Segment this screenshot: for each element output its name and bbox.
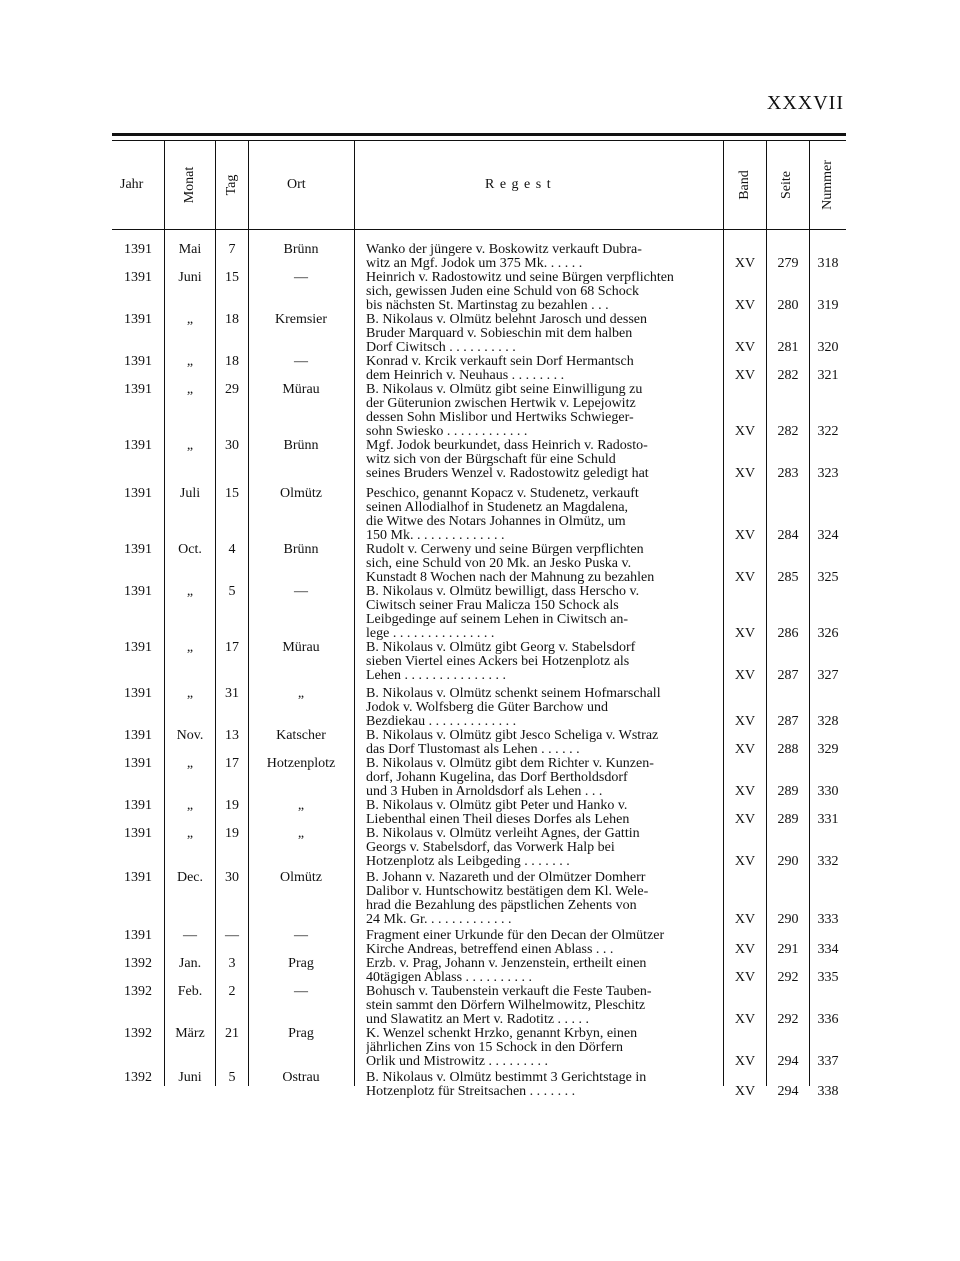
cell-tag: 29 bbox=[225, 382, 239, 397]
cell-tag: 19 bbox=[225, 798, 239, 813]
cell-tag: 15 bbox=[225, 270, 239, 285]
cell-monat: „ bbox=[186, 826, 194, 841]
cell-ort: Katscher bbox=[276, 728, 326, 743]
cell-regest bbox=[366, 1027, 718, 1069]
header-jahr: Jahr bbox=[120, 177, 144, 192]
cell-seite: 280 bbox=[777, 298, 799, 313]
cell-monat: Jan. bbox=[178, 956, 202, 971]
cell-jahr: 1391 bbox=[124, 312, 152, 327]
cell-jahr: 1392 bbox=[124, 1026, 152, 1041]
cell-band: XV bbox=[734, 854, 756, 869]
regest-line: B. Nikolaus v. Olmütz gibt Georg v. Stabelsdorf bbox=[366, 641, 636, 655]
cell-monat: „ bbox=[186, 686, 194, 701]
regest-line: seines Bruders Wenzel v. Radostowitz geledigt hat bbox=[366, 467, 649, 481]
regest-line: bis nächsten St. Martinstag zu bezahlen . . . bbox=[366, 299, 609, 313]
regest-line: sieben Viertel eines Ackers bei Hotzenplotz als bbox=[366, 655, 630, 669]
cell-band: XV bbox=[734, 1084, 756, 1099]
cell-band: XV bbox=[734, 528, 756, 543]
cell-regest bbox=[366, 585, 718, 641]
cell-tag: 18 bbox=[225, 312, 239, 327]
regest-line: B. Nikolaus v. Olmütz bestimmt 3 Gerichtstage in bbox=[366, 1071, 647, 1085]
cell-tag: 30 bbox=[225, 870, 239, 885]
cell-nummer: 323 bbox=[817, 466, 839, 481]
cell-ort: Brünn bbox=[283, 242, 319, 257]
cell-tag: 5 bbox=[228, 584, 236, 599]
cell-jahr: 1391 bbox=[124, 438, 152, 453]
cell-band: XV bbox=[734, 368, 756, 383]
cell-band: XV bbox=[734, 626, 756, 641]
regest-line: sich, gewissen Juden eine Schuld von 68 Schock bbox=[366, 285, 639, 299]
cell-seite: 294 bbox=[777, 1084, 799, 1099]
cell-tag: 17 bbox=[225, 756, 239, 771]
cell-tag: 21 bbox=[225, 1026, 239, 1041]
cell-seite: 279 bbox=[777, 256, 799, 271]
regest-line: Bohusch v. Taubenstein verkauft die Feste Tauben- bbox=[366, 985, 652, 999]
cell-band: XV bbox=[734, 742, 756, 757]
cell-band: XV bbox=[734, 970, 756, 985]
cell-ort: — bbox=[294, 354, 308, 369]
regest-line: und 3 Huben in Arnoldsdorf als Lehen . . . bbox=[366, 785, 603, 799]
cell-regest bbox=[366, 687, 718, 729]
cell-ort: Olmütz bbox=[280, 486, 322, 501]
regest-line: Bruder Marquard v. Sobieschin mit dem halben bbox=[366, 327, 633, 341]
cell-regest bbox=[366, 929, 718, 957]
cell-regest bbox=[366, 729, 718, 757]
regest-line: Kirche Andreas, betreffend einen Ablass . . . bbox=[366, 943, 614, 957]
cell-tag: 30 bbox=[225, 438, 239, 453]
cell-monat: Juli bbox=[179, 486, 201, 501]
regest-line: Konrad v. Krcik verkauft sein Dorf Hermantsch bbox=[366, 355, 634, 369]
cell-band: XV bbox=[734, 912, 756, 927]
cell-band: XV bbox=[734, 256, 756, 271]
cell-nummer: 327 bbox=[817, 668, 839, 683]
header-seite: Seite bbox=[779, 171, 794, 199]
cell-ort: Mürau bbox=[282, 382, 320, 397]
header-nummer: Nummer bbox=[820, 160, 835, 210]
cell-monat: Juni bbox=[178, 1070, 202, 1085]
regest-line: K. Wenzel schenkt Hrzko, genannt Krbyn, einen bbox=[366, 1027, 638, 1041]
cell-seite: 290 bbox=[777, 854, 799, 869]
regest-line: der Güterunion zwischen Hertwik v. Lepejowitz bbox=[366, 397, 636, 411]
cell-monat: Dec. bbox=[176, 870, 204, 885]
cell-jahr: 1391 bbox=[124, 640, 152, 655]
cell-jahr: 1392 bbox=[124, 984, 152, 999]
header-ort: Ort bbox=[287, 177, 306, 192]
cell-ort: „ bbox=[297, 686, 305, 701]
cell-seite: 281 bbox=[777, 340, 799, 355]
cell-tag: 19 bbox=[225, 826, 239, 841]
header-rule bbox=[112, 229, 846, 230]
cell-regest bbox=[366, 243, 718, 271]
cell-regest bbox=[366, 799, 718, 827]
cell-band: XV bbox=[734, 942, 756, 957]
cell-seite: 294 bbox=[777, 1054, 799, 1069]
cell-nummer: 324 bbox=[817, 528, 839, 543]
cell-seite: 290 bbox=[777, 912, 799, 927]
cell-jahr: 1391 bbox=[124, 584, 152, 599]
cell-monat: Mai bbox=[178, 242, 202, 257]
cell-nummer: 326 bbox=[817, 626, 839, 641]
regest-line: sohn Swiesko . . . . . . . . . . . . bbox=[366, 425, 528, 439]
cell-monat: „ bbox=[186, 354, 194, 369]
cell-tag: 13 bbox=[225, 728, 239, 743]
cell-nummer: 328 bbox=[817, 714, 839, 729]
cell-band: XV bbox=[734, 812, 756, 827]
cell-band: XV bbox=[734, 570, 756, 585]
regest-line: Bezdiekau . . . . . . . . . . . . . bbox=[366, 715, 517, 729]
regest-line: Rudolt v. Cerweny und seine Bürgen verpflichten bbox=[366, 543, 644, 557]
header-regest: R e g e s t bbox=[485, 177, 552, 192]
cell-nummer: 337 bbox=[817, 1054, 839, 1069]
cell-ort: Brünn bbox=[283, 542, 319, 557]
cell-seite: 287 bbox=[777, 714, 799, 729]
regest-line: B. Nikolaus v. Olmütz gibt dem Richter v. Kunzen- bbox=[366, 757, 654, 771]
regest-line: B. Nikolaus v. Olmütz gibt seine Einwilligung zu bbox=[366, 383, 643, 397]
regest-line: Mgf. Jodok beurkundet, dass Heinrich v. Radosto- bbox=[366, 439, 648, 453]
cell-monat: „ bbox=[186, 640, 194, 655]
regest-line: Fragment einer Urkunde für den Decan der Olmützer bbox=[366, 929, 665, 943]
cell-monat: „ bbox=[186, 798, 194, 813]
regest-line: Orlik und Mistrowitz . . . . . . . . . bbox=[366, 1055, 548, 1069]
cell-nummer: 319 bbox=[817, 298, 839, 313]
column-divider bbox=[354, 141, 355, 1086]
cell-regest bbox=[366, 487, 718, 543]
regest-line: hrad die Bezahlung des päpstlichen Zehents von bbox=[366, 899, 637, 913]
cell-tag: 17 bbox=[225, 640, 239, 655]
regest-line: 150 Mk. . . . . . . . . . . . . . bbox=[366, 529, 505, 543]
cell-jahr: 1391 bbox=[124, 242, 152, 257]
cell-seite: 292 bbox=[777, 1012, 799, 1027]
regest-line: Erzb. v. Prag, Johann v. Jenzenstein, ertheilt einen bbox=[366, 957, 647, 971]
cell-regest bbox=[366, 641, 718, 683]
cell-nummer: 333 bbox=[817, 912, 839, 927]
cell-seite: 292 bbox=[777, 970, 799, 985]
cell-ort: Olmütz bbox=[280, 870, 322, 885]
cell-regest bbox=[366, 355, 718, 383]
cell-seite: 286 bbox=[777, 626, 799, 641]
cell-monat: Feb. bbox=[177, 984, 203, 999]
cell-regest bbox=[366, 313, 718, 355]
regest-line: Heinrich v. Radostowitz und seine Bürgen verpflichten bbox=[366, 271, 674, 285]
cell-seite: 289 bbox=[777, 784, 799, 799]
cell-seite: 289 bbox=[777, 812, 799, 827]
cell-monat: „ bbox=[186, 312, 194, 327]
cell-ort: „ bbox=[297, 798, 305, 813]
cell-nummer: 322 bbox=[817, 424, 839, 439]
cell-nummer: 325 bbox=[817, 570, 839, 585]
regest-line: Hotzenplotz für Streitsachen . . . . . . . bbox=[366, 1085, 576, 1099]
regest-line: Peschico, genannt Kopacz v. Studenetz, verkauft bbox=[366, 487, 639, 501]
cell-jahr: 1391 bbox=[124, 756, 152, 771]
cell-nummer: 330 bbox=[817, 784, 839, 799]
cell-monat: „ bbox=[186, 382, 194, 397]
cell-band: XV bbox=[734, 466, 756, 481]
cell-ort: Ostrau bbox=[282, 1070, 320, 1085]
cell-ort: — bbox=[294, 984, 308, 999]
regest-line: B. Nikolaus v. Olmütz belehnt Jarosch und dessen bbox=[366, 313, 647, 327]
regest-line: B. Nikolaus v. Olmütz gibt Peter und Hanko v. bbox=[366, 799, 628, 813]
cell-jahr: 1391 bbox=[124, 686, 152, 701]
cell-seite: 288 bbox=[777, 742, 799, 757]
regest-line: dessen Sohn Mislibor und Hertwiks Schwieger- bbox=[366, 411, 634, 425]
cell-seite: 282 bbox=[777, 424, 799, 439]
cell-band: XV bbox=[734, 714, 756, 729]
cell-ort: Hotzenplotz bbox=[266, 756, 336, 771]
regest-line: Wanko der jüngere v. Boskowitz verkauft Dubra- bbox=[366, 243, 642, 257]
cell-regest bbox=[366, 439, 718, 481]
regest-line: 40tägigen Ablass . . . . . . . . . . bbox=[366, 971, 533, 985]
header-tag: Tag bbox=[224, 174, 239, 196]
regest-line: Ciwitsch seiner Frau Malicza 150 Schock als bbox=[366, 599, 619, 613]
cell-monat: Nov. bbox=[176, 728, 204, 743]
regest-line: die Witwe des Notars Johannes in Olmütz, um bbox=[366, 515, 626, 529]
cell-band: XV bbox=[734, 424, 756, 439]
cell-ort: Prag bbox=[288, 1026, 314, 1041]
cell-nummer: 334 bbox=[817, 942, 839, 957]
regest-line: dem Heinrich v. Neuhaus . . . . . . . . bbox=[366, 369, 565, 383]
cell-tag: — bbox=[225, 928, 239, 943]
cell-jahr: 1391 bbox=[124, 382, 152, 397]
cell-ort: Brünn bbox=[283, 438, 319, 453]
cell-ort: Prag bbox=[288, 956, 314, 971]
cell-jahr: 1391 bbox=[124, 354, 152, 369]
cell-tag: 5 bbox=[228, 1070, 236, 1085]
regest-line: Dorf Ciwitsch . . . . . . . . . . bbox=[366, 341, 516, 355]
cell-band: XV bbox=[734, 668, 756, 683]
regest-line: Georgs v. Stabelsdorf, das Vorwerk Halp bei bbox=[366, 841, 615, 855]
regest-line: Kunstadt 8 Wochen nach der Mahnung zu bezahlen bbox=[366, 571, 655, 585]
cell-seite: 287 bbox=[777, 668, 799, 683]
cell-monat: März bbox=[175, 1026, 205, 1041]
cell-regest bbox=[366, 543, 718, 585]
cell-tag: 15 bbox=[225, 486, 239, 501]
cell-seite: 283 bbox=[777, 466, 799, 481]
cell-tag: 3 bbox=[228, 956, 236, 971]
cell-regest bbox=[366, 383, 718, 439]
top-rule-thin bbox=[112, 140, 846, 141]
regest-line: B. Nikolaus v. Olmütz schenkt seinem Hofmarschall bbox=[366, 687, 661, 701]
header-monat: Monat bbox=[182, 166, 197, 204]
cell-band: XV bbox=[734, 1012, 756, 1027]
cell-ort: — bbox=[294, 584, 308, 599]
regest-line: dorf, Johann Kugelina, das Dorf Bertholdsdorf bbox=[366, 771, 628, 785]
regest-line: Jodok v. Wolfsberg die Güter Barchow und bbox=[366, 701, 609, 715]
cell-monat: Oct. bbox=[178, 542, 202, 557]
regest-line: sich, eine Schuld von 20 Mk. an Jesko Puska v. bbox=[366, 557, 632, 571]
cell-jahr: 1391 bbox=[124, 928, 152, 943]
cell-ort: — bbox=[294, 928, 308, 943]
cell-ort: — bbox=[294, 270, 308, 285]
cell-monat: — bbox=[183, 928, 197, 943]
regest-line: Dalibor v. Huntschowitz bestätigen dem Kl. Wele- bbox=[366, 885, 649, 899]
regest-line: witz an Mgf. Jodok um 375 Mk. . . . . . bbox=[366, 257, 583, 271]
regest-line: lege . . . . . . . . . . . . . . . bbox=[366, 627, 495, 641]
cell-nummer: 335 bbox=[817, 970, 839, 985]
cell-regest bbox=[366, 757, 718, 799]
cell-monat: Juni bbox=[178, 270, 202, 285]
regest-line: 24 Mk. Gr. . . . . . . . . . . . . bbox=[366, 913, 512, 927]
regest-line: stein sammt den Dörfern Wilhelmowitz, Pleschitz bbox=[366, 999, 646, 1013]
cell-jahr: 1391 bbox=[124, 798, 152, 813]
cell-tag: 4 bbox=[228, 542, 236, 557]
cell-band: XV bbox=[734, 784, 756, 799]
cell-regest bbox=[366, 871, 718, 927]
cell-nummer: 338 bbox=[817, 1084, 839, 1099]
cell-tag: 31 bbox=[225, 686, 239, 701]
cell-nummer: 336 bbox=[817, 1012, 839, 1027]
cell-regest bbox=[366, 957, 718, 985]
regest-line: jährlichen Zins von 15 Schock in den Dörfern bbox=[366, 1041, 623, 1055]
regest-line: und Slawatitz an Mert v. Radotitz . . . . . bbox=[366, 1013, 590, 1027]
page-number: XXXVII bbox=[766, 92, 844, 114]
regest-line: B. Nikolaus v. Olmütz verleiht Agnes, der Gattin bbox=[366, 827, 640, 841]
cell-tag: 2 bbox=[228, 984, 236, 999]
cell-band: XV bbox=[734, 1054, 756, 1069]
regest-line: Lehen . . . . . . . . . . . . . . . bbox=[366, 669, 506, 683]
regest-line: Leibgedinge auf seinem Lehen in Ciwitsch an- bbox=[366, 613, 629, 627]
cell-regest bbox=[366, 985, 718, 1027]
regest-line: B. Nikolaus v. Olmütz gibt Jesco Scheliga v. Wstraz bbox=[366, 729, 659, 743]
cell-tag: 18 bbox=[225, 354, 239, 369]
cell-jahr: 1391 bbox=[124, 542, 152, 557]
cell-band: XV bbox=[734, 298, 756, 313]
regest-line: Hotzenplotz als Leibgeding . . . . . . . bbox=[366, 855, 570, 869]
cell-nummer: 331 bbox=[817, 812, 839, 827]
cell-monat: „ bbox=[186, 756, 194, 771]
regest-line: das Dorf Tlustomast als Lehen . . . . . . bbox=[366, 743, 580, 757]
regest-line: Liebenthal einen Theil dieses Dorfes als Lehen bbox=[366, 813, 630, 827]
cell-nummer: 321 bbox=[817, 368, 839, 383]
regest-line: B. Nikolaus v. Olmütz bewilligt, dass Herscho v. bbox=[366, 585, 640, 599]
cell-ort: Kremsier bbox=[274, 312, 328, 327]
top-rule bbox=[112, 133, 846, 136]
cell-regest bbox=[366, 827, 718, 869]
regest-line: seinen Allodialhof in Studenetz an Magdalena, bbox=[366, 501, 629, 515]
cell-ort: Mürau bbox=[282, 640, 320, 655]
cell-regest bbox=[366, 271, 718, 313]
cell-jahr: 1392 bbox=[124, 1070, 152, 1085]
cell-jahr: 1391 bbox=[124, 826, 152, 841]
cell-nummer: 332 bbox=[817, 854, 839, 869]
cell-seite: 291 bbox=[777, 942, 799, 957]
cell-band: XV bbox=[734, 340, 756, 355]
cell-seite: 282 bbox=[777, 368, 799, 383]
cell-ort: „ bbox=[297, 826, 305, 841]
header-band: Band bbox=[737, 170, 752, 200]
cell-jahr: 1391 bbox=[124, 870, 152, 885]
cell-nummer: 318 bbox=[817, 256, 839, 271]
cell-monat: „ bbox=[186, 438, 194, 453]
cell-regest bbox=[366, 1071, 718, 1099]
cell-tag: 7 bbox=[228, 242, 236, 257]
cell-seite: 284 bbox=[777, 528, 799, 543]
cell-seite: 285 bbox=[777, 570, 799, 585]
cell-jahr: 1391 bbox=[124, 728, 152, 743]
cell-jahr: 1391 bbox=[124, 486, 152, 501]
cell-nummer: 329 bbox=[817, 742, 839, 757]
cell-jahr: 1391 bbox=[124, 270, 152, 285]
cell-jahr: 1392 bbox=[124, 956, 152, 971]
regest-line: B. Johann v. Nazareth und der Olmützer Domherr bbox=[366, 871, 646, 885]
cell-nummer: 320 bbox=[817, 340, 839, 355]
regest-line: witz sich von der Bürgschaft für eine Schuld bbox=[366, 453, 616, 467]
cell-monat: „ bbox=[186, 584, 194, 599]
